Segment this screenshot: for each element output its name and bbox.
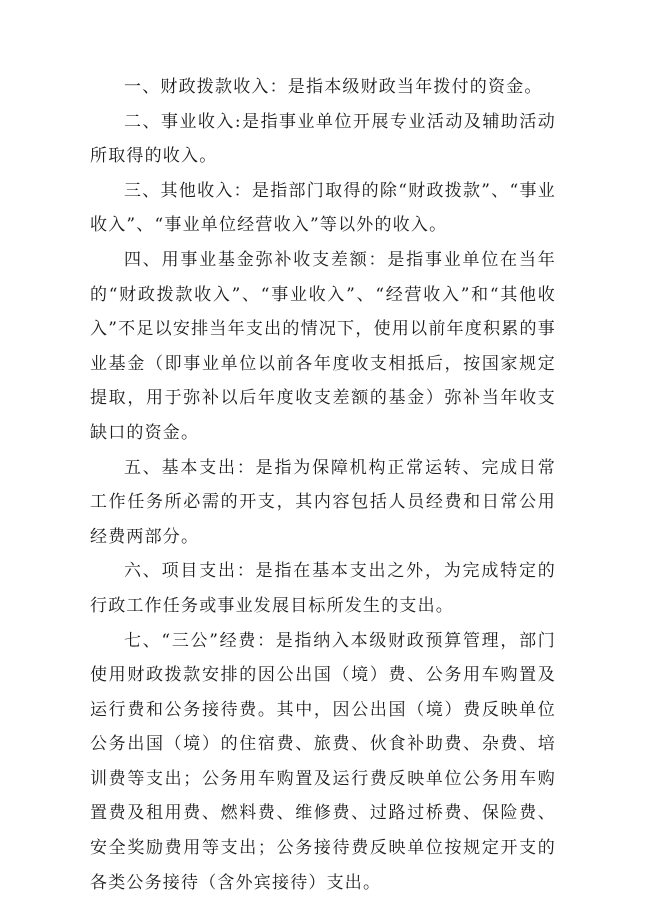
paragraph-business-fund-balance: 四、用事业基金弥补收支差额：是指事业单位在当年的“财政拨款收入”、“事业收入”、“经营收入”和“其他收入”不足以安排当年支出的情况下，使用以前年度积累的事业基金（即事业单位以前各年度收支相抵后，按国家规定提取，用于弥补以后年度收支差额的基金）弥补当年收支缺口的资金。: [90, 243, 556, 451]
paragraph-fiscal-appropriation-income: 一、财政拨款收入：是指本级财政当年拨付的资金。: [90, 70, 556, 105]
paragraph-three-public-expenses: 七、“三公”经费：是指纳入本级财政预算管理，部门使用财政拨款安排的因公出国（境）费、公务用车购置及运行费和公务接待费。其中，因公出国（境）费反映单位公务出国（境）的住宿费、旅费、伙食补助费、杂费、培训费等支出；公务用车购置及运行费反映单位公务用车购置费及租用费、燃料费、维修费、过路过桥费、保险费、安全奖励费用等支出；公务接待费反映单位按规定开支的各类公务接待（含外宾接待）支出。: [90, 624, 556, 900]
paragraph-business-income: 二、事业收入:是指事业单位开展专业活动及辅助活动所取得的收入。: [90, 105, 556, 174]
document-page: [90, 70, 556, 900]
paragraph-other-income: 三、其他收入：是指部门取得的除“财政拨款”、“事业收入”、“事业单位经营收入”等以外的收入。: [90, 174, 556, 243]
paragraph-project-expenditure: 六、项目支出：是指在基本支出之外，为完成特定的行政工作任务或事业发展目标所发生的支出。: [90, 554, 556, 623]
paragraph-basic-expenditure: 五、基本支出：是指为保障机构正常运转、完成日常工作任务所必需的开支，其内容包括人员经费和日常公用经费两部分。: [90, 451, 556, 555]
